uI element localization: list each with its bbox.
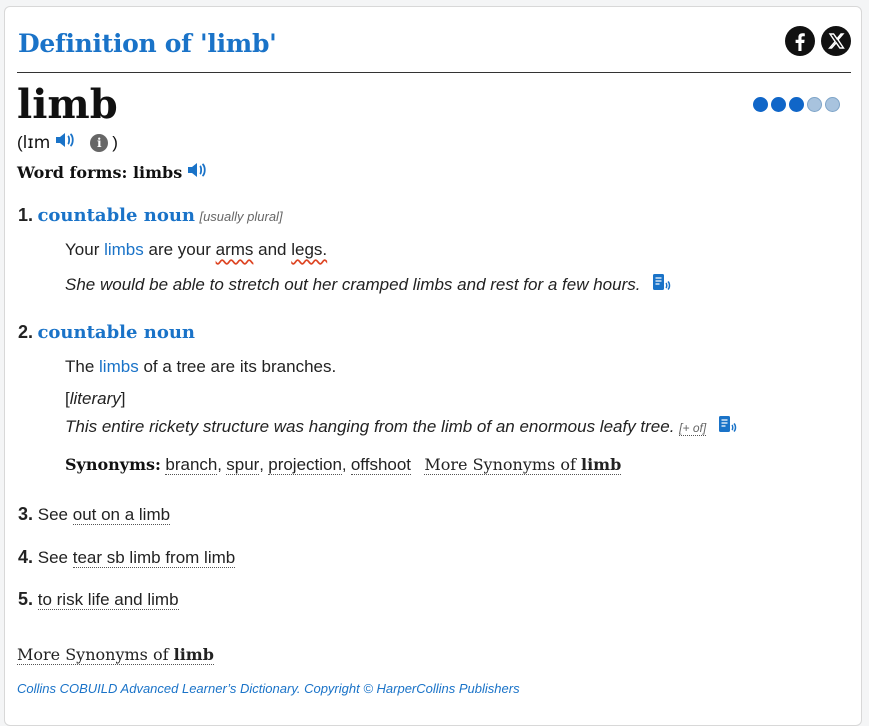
example-sentence: This entire rickety structure was hanging from the limb of an enormous leafy tree. bbox=[65, 416, 675, 436]
definition-text: are your bbox=[148, 240, 211, 259]
register-note: [literary] bbox=[65, 389, 126, 408]
see-label: See bbox=[37, 548, 68, 567]
frequency-dot bbox=[825, 97, 840, 112]
pronunciation-text: lɪm bbox=[22, 132, 51, 153]
title-divider bbox=[17, 72, 851, 73]
definition-word-arms[interactable]: arms bbox=[215, 240, 254, 259]
sense-number: 5. bbox=[18, 589, 34, 609]
plus-of-note[interactable]: + of bbox=[682, 420, 703, 435]
headword: limb bbox=[17, 81, 118, 128]
definition-word-legs[interactable]: legs. bbox=[291, 240, 328, 259]
sense-1-header bbox=[18, 205, 283, 226]
speaker-icon[interactable] bbox=[54, 131, 76, 154]
copyright-notice[interactable]: Collins COBUILD Advanced Learner’s Dictionary. Copyright © HarperCollins Publishers bbox=[17, 681, 520, 696]
pronunciation bbox=[17, 131, 118, 154]
word-forms-value: limbs bbox=[132, 162, 183, 182]
example-audio-icon[interactable] bbox=[651, 272, 673, 299]
sense-2-definition bbox=[65, 357, 336, 377]
word-forms bbox=[17, 161, 208, 183]
sense-4 bbox=[18, 547, 235, 568]
synonym-link[interactable]: spur bbox=[226, 455, 260, 474]
word-forms-label: Word forms: bbox=[17, 162, 128, 182]
cross-reference-link[interactable]: to risk life and limb bbox=[37, 590, 179, 609]
part-of-speech[interactable]: countable noun bbox=[37, 322, 195, 343]
speaker-icon[interactable] bbox=[186, 161, 208, 183]
pron-close-paren: ) bbox=[112, 132, 118, 152]
x-icon[interactable] bbox=[821, 26, 851, 56]
frequency-dot bbox=[807, 97, 822, 112]
sense-number: 4. bbox=[18, 547, 34, 567]
frequency-dot bbox=[753, 97, 768, 112]
synonym-link[interactable]: offshoot bbox=[350, 455, 412, 474]
sense-number: 3. bbox=[18, 504, 34, 524]
definition-card bbox=[4, 6, 862, 726]
definition-text: of a tree are its branches. bbox=[143, 357, 337, 376]
synonyms-row: Synonyms: branch, spur, projection, offshoot More Synonyms of limb bbox=[65, 455, 622, 474]
synonym-link[interactable]: branch bbox=[165, 455, 218, 474]
grammar-note: [usually plural] bbox=[199, 209, 283, 224]
frequency-dot bbox=[789, 97, 804, 112]
page-title: Definition of 'limb' bbox=[18, 29, 277, 58]
pron-open-paren: ( bbox=[17, 132, 23, 152]
sense-2-header bbox=[18, 322, 195, 343]
definition-text: and bbox=[258, 240, 287, 259]
facebook-icon[interactable] bbox=[785, 26, 815, 56]
frequency-dot bbox=[771, 97, 786, 112]
info-icon[interactable]: i bbox=[90, 134, 108, 152]
footer-more-synonyms-link[interactable]: More Synonyms of limb bbox=[17, 645, 214, 664]
definition-text: Your bbox=[65, 240, 100, 259]
register-label: literary bbox=[69, 389, 121, 408]
example-sentence: She would be able to stretch out her cramped limbs and rest for a few hours. bbox=[65, 274, 641, 294]
frequency-dots bbox=[753, 97, 840, 112]
example-audio-icon[interactable] bbox=[717, 414, 739, 441]
part-of-speech[interactable]: countable noun bbox=[37, 205, 195, 226]
sense-1-definition bbox=[65, 240, 327, 260]
see-label: See bbox=[37, 505, 68, 524]
definition-text: The bbox=[65, 357, 95, 376]
cross-reference-link[interactable]: tear sb limb from limb bbox=[72, 548, 236, 567]
sense-1-example bbox=[65, 272, 673, 299]
synonym-link[interactable]: projection bbox=[268, 455, 342, 474]
cross-reference-link[interactable]: out on a limb bbox=[72, 505, 171, 524]
sense-5 bbox=[18, 589, 179, 610]
sense-number: 1. bbox=[18, 205, 34, 225]
sense-number: 2. bbox=[18, 322, 34, 342]
highlighted-word: limbs bbox=[99, 357, 139, 376]
sense-3 bbox=[18, 504, 170, 525]
more-synonyms-link[interactable]: More Synonyms of limb bbox=[424, 455, 622, 474]
sense-2-example: This entire rickety structure was hanging from the limb of an enormous leafy tree. [+ of] bbox=[65, 414, 739, 441]
synonyms-label: Synonyms: bbox=[65, 455, 161, 474]
highlighted-word: limbs bbox=[104, 240, 144, 259]
